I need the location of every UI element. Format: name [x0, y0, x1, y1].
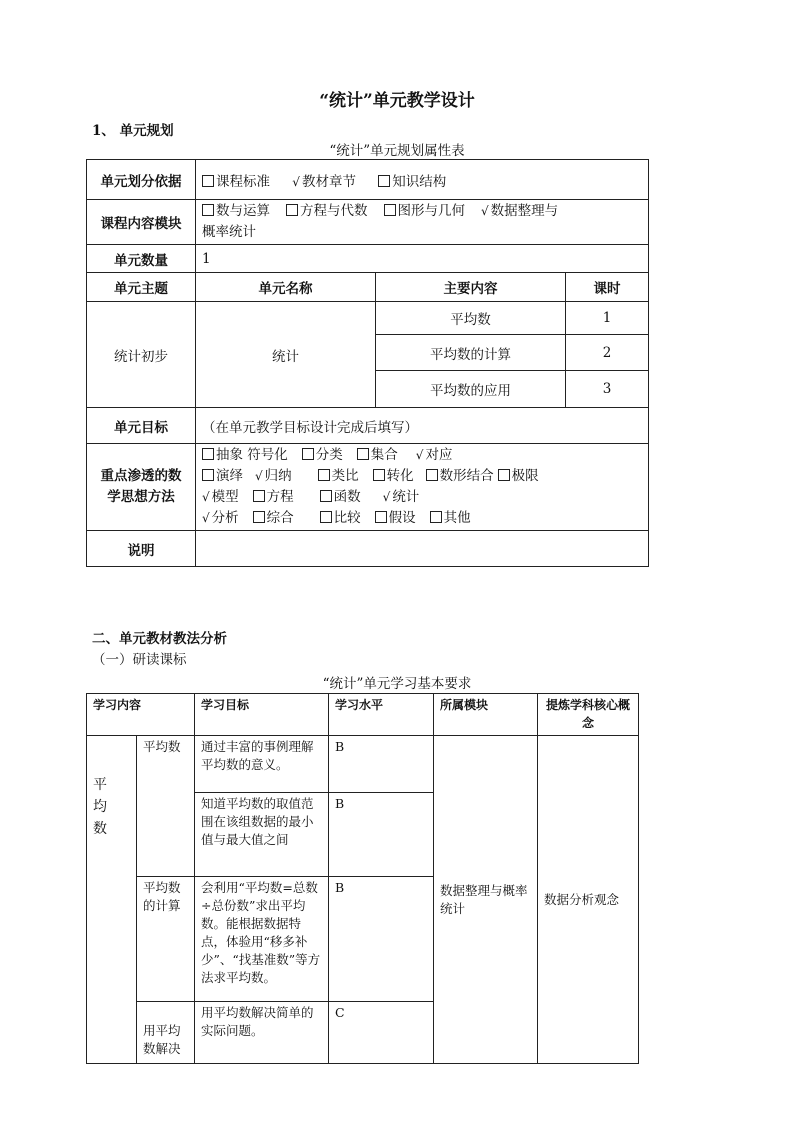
learning-requirements-table — [86, 693, 639, 1064]
method-option[interactable]: 综合 — [253, 508, 294, 529]
theme-value: 统计初步 — [87, 302, 196, 408]
method-row-2 — [202, 487, 646, 508]
section-heading-2: 二、单元教材教法分析 — [92, 631, 227, 647]
content-header: 主要内容 — [376, 273, 566, 302]
module-cell: 数据整理与概率统计 — [434, 736, 538, 1064]
method-option[interactable]: 演绎 — [202, 466, 243, 487]
checkbox-icon — [426, 469, 438, 481]
concept-cell: 数据分析观念 — [538, 736, 639, 1064]
checkbox-icon — [384, 204, 396, 216]
checkbox-icon — [375, 511, 387, 523]
goal-cell: 通过丰富的事例理解平均数的意义。 — [195, 736, 329, 793]
content-topic: 平均数的应用 — [376, 371, 566, 408]
checkbox-icon — [318, 469, 330, 481]
hours-header: 课时 — [566, 273, 649, 302]
checkmark-icon: √ — [481, 204, 489, 218]
module-options — [196, 200, 649, 245]
method-option[interactable]: √ 模型 — [202, 487, 239, 508]
basis-option-0[interactable]: 课程标准 — [202, 170, 270, 190]
header-core-concept: 提炼学科核心概念 — [538, 694, 639, 736]
checkbox-icon — [378, 175, 390, 187]
module-option-0[interactable]: 数与运算 — [202, 201, 270, 222]
method-option[interactable]: 其他 — [430, 508, 471, 529]
name-value: 统计 — [196, 302, 376, 408]
header-learning-goal: 学习目标 — [195, 694, 329, 736]
content-hours: 3 — [566, 371, 649, 408]
method-row-3 — [202, 508, 646, 529]
method-option[interactable]: 集合 — [357, 445, 398, 466]
checkbox-icon — [430, 511, 442, 523]
method-option[interactable]: 函数 — [320, 487, 361, 508]
goal-value: （在单元教学目标设计完成后填写） — [196, 408, 649, 444]
checkbox-icon — [202, 175, 214, 187]
method-option[interactable]: 数形结合 — [426, 466, 494, 487]
checkbox-icon — [253, 511, 265, 523]
goal-cell: 用平均数解决简单的实际问题。 — [195, 1002, 329, 1064]
checkmark-icon: √ — [292, 174, 300, 189]
checkmark-icon: √ — [202, 490, 210, 504]
content-hours: 1 — [566, 302, 649, 335]
method-option[interactable]: 类比 — [318, 466, 359, 487]
header-learning-content: 学习内容 — [87, 694, 195, 736]
method-option[interactable]: 比较 — [320, 508, 361, 529]
checkbox-icon — [302, 448, 314, 460]
module-option-3[interactable]: √ 数据整理与 — [481, 201, 558, 222]
note-value — [196, 531, 649, 567]
checkmark-icon: √ — [202, 511, 210, 525]
method-option[interactable]: 分类 — [302, 445, 343, 466]
goal-cell: 会利用“平均数=总数÷总份数”求出平均数。能根据数据特点，体验用“移多补少”、“找基准数”等方法求平均数。 — [195, 877, 329, 1002]
method-row-0 — [202, 445, 646, 466]
module-option-1[interactable]: 方程与代数 — [286, 201, 368, 222]
basis-option-2[interactable]: 知识结构 — [378, 170, 446, 190]
group-label: 平均数 — [93, 777, 107, 837]
checkbox-icon — [202, 204, 214, 216]
section-heading-1: 1、 单元规划 — [92, 123, 174, 139]
count-label: 单元数量 — [87, 245, 196, 273]
count-value: 1 — [196, 245, 649, 273]
method-option[interactable]: 抽象 符号化 — [202, 445, 288, 466]
content-topic: 平均数的计算 — [376, 335, 566, 371]
name-header: 单元名称 — [196, 273, 376, 302]
goal-cell: 知道平均数的取值范围在该组数据的最小值与最大值之间 — [195, 793, 329, 877]
group-cell — [87, 736, 137, 1064]
sub-topic-cell: 用平均数解决 — [137, 1002, 195, 1064]
level-cell: B — [329, 736, 434, 793]
checkbox-icon — [286, 204, 298, 216]
method-option[interactable]: 假设 — [375, 508, 416, 529]
checkbox-icon — [373, 469, 385, 481]
header-learning-level: 学习水平 — [329, 694, 434, 736]
module-label: 课程内容模块 — [87, 200, 196, 245]
basis-options — [196, 160, 649, 200]
subsection-heading: （一）研读课标 — [92, 652, 187, 668]
method-option[interactable]: √ 分析 — [202, 508, 239, 529]
method-option[interactable]: √ 统计 — [383, 487, 420, 508]
checkbox-icon — [320, 511, 332, 523]
method-option[interactable]: 转化 — [373, 466, 414, 487]
module-option-2[interactable]: 图形与几何 — [384, 201, 466, 222]
content-hours: 2 — [566, 335, 649, 371]
content-topic: 平均数 — [376, 302, 566, 335]
method-label: 重点渗透的数 学思想方法 — [87, 444, 196, 531]
method-option[interactable]: 方程 — [253, 487, 294, 508]
goal-label: 单元目标 — [87, 408, 196, 444]
unit-plan-table — [86, 159, 649, 567]
level-cell: C — [329, 1002, 434, 1064]
note-label: 说明 — [87, 531, 196, 567]
sub-topic-cell: 平均数 — [137, 736, 195, 877]
method-options — [196, 444, 649, 531]
table2-caption: “统计”单元学习基本要求 — [322, 676, 472, 692]
table1-caption: “统计”单元规划属性表 — [329, 143, 465, 159]
document-title: “统计”单元教学设计 — [319, 91, 475, 111]
basis-option-1[interactable]: √ 教材章节 — [292, 173, 356, 190]
basis-label: 单元划分依据 — [87, 160, 196, 200]
checkbox-icon — [202, 469, 214, 481]
sub-topic-cell: 平均数的计算 — [137, 877, 195, 1002]
checkbox-icon — [357, 448, 369, 460]
module-wrap-text: 概率统计 — [202, 224, 256, 240]
checkbox-icon — [253, 490, 265, 502]
checkbox-icon — [202, 448, 214, 460]
checkbox-icon — [498, 469, 510, 481]
header-module: 所属模块 — [434, 694, 538, 736]
checkbox-icon — [320, 490, 332, 502]
checkmark-icon: √ — [255, 469, 263, 483]
level-cell: B — [329, 877, 434, 1002]
level-cell: B — [329, 793, 434, 877]
method-row-1 — [202, 466, 646, 487]
method-option[interactable]: √ 归纳 — [255, 466, 292, 487]
theme-header: 单元主题 — [87, 273, 196, 302]
checkmark-icon: √ — [415, 448, 424, 462]
method-option[interactable]: √ 对应 — [416, 445, 453, 466]
method-option[interactable]: 极限 — [498, 466, 539, 487]
checkmark-icon: √ — [382, 490, 391, 504]
